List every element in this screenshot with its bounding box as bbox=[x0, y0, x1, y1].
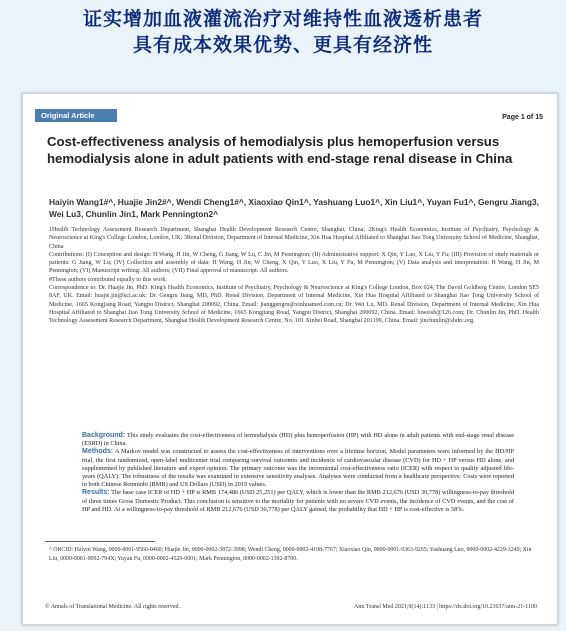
abstract-results bbox=[82, 489, 514, 514]
affiliations-block bbox=[49, 226, 539, 326]
chinese-headline bbox=[0, 6, 566, 58]
page-footer bbox=[45, 604, 537, 610]
article-type-tag: Original Article bbox=[35, 109, 117, 122]
methods-heading: Methods: bbox=[82, 448, 114, 456]
equal-contribution-note: #These authors contributed equally to this work. bbox=[49, 276, 167, 283]
abstract bbox=[82, 432, 514, 514]
affiliations: 1Health Technology Assessment Research Department, Shanghai Health Development Research Centre, Shanghai, China; 2King's Health Economics, Institute of Psychiatry, Psychology & Neuroscience at King's College London, London, UK; 3Renal Division, Department of Internal Medicine, Xin Hua Hospital Affiliated to Shanghai Jiao Tong University School of Medicine, Shanghai, China bbox=[49, 227, 539, 250]
methods-text: A Markov model was constructed to assess the cost-effectiveness of interventions over a lifetime horizon. Model parameters were informed by the HD/HP trial, the first randomized, open-label multicenter trial comparing survival outcomes and incidence of cardiovascular disease (CVD) for HD + HP versus HD alone, and supplemented by published literature and expert opinion. The primary outcome was the incremental cost-effectiveness ratio (ICER) with respect to quality adjusted life-years (QALY). The robustness of the results was examined in extensive sensitivity analyses. Analyses were conducted from a healthcare perspective. Costs were reported in both Chinese Renminbi (RMB) and US Dollars (USD) in 2019 values. bbox=[82, 448, 515, 489]
footnote-divider bbox=[45, 541, 155, 542]
results-text: The base case ICER of HD + HP is RMB 174,486 (USD 25,251) per QALY, which is lower than the RMB 212,676 (USD 30,778) willingness-to-pay threshold of three times Gross Domestic Product. This conclusion is sensitive to the mortality for patients with no severe CVD events, the incidence of CVD events, and the cost of HP and HD. At a willingness-to-pay threshold of RMB 212,676 (USD 30,778) per QALY gained, the probability that HD + HP is cost-effective is 58%. bbox=[82, 489, 514, 513]
background-heading: Background: bbox=[82, 432, 126, 439]
paper-page bbox=[22, 93, 558, 625]
copyright: © Annals of Translational Medicine. All rights reserved. bbox=[45, 604, 181, 610]
headline-line-2: 具有成本效果优势、更具有经济性 bbox=[132, 34, 433, 56]
paper-title: Cost-effectiveness analysis of hemodialysis plus hemoperfusion versus hemodialysis alone in adult patients with end-stage renal disease in China bbox=[47, 134, 513, 166]
correspondence: Correspondence to: Dr. Huajie Jin, PhD. King's Health Economics, Institute of Psychiatry, Psychology & Neuroscience at King's College London, Box 024, The David Goldberg Centre, London SE5 8AF, UK. Email: huajie.jin@kcl.ac.uk; Dr. Gengru Jiang, MD, PhD. Renal Division, Department of Internal Medicine, Xin Hua Hospital Affiliated to Shanghai Jiao Tong University School of Medicine, 1665 Kongjiang Road, Yangpu District, Shanghai 200092, China. Email: jianggengru@xinhuamed.com.cn; Dr. Wei Lu, MD. Renal Division, Department of Internal Medicine, Xin Hua Hospital Affiliated to Shanghai Jiao Tong University School of Medicine, 1665 Kongjiang Road, Yangpu District, Shanghai 200092, China. Email: luweish@126.com; Dr. Chunlin Jin, PhD. Health Technology Assessment Research Department, Shanghai Health Development Research Centre, No. 181 Xinbei Road, Shanghai 201199, China. Email: jinchunlin@shdrc.org. bbox=[49, 285, 539, 325]
contributions: Contributions: (I) Conception and design: H Wang, H Jin, W Cheng, G Jiang, W Lu, C Jin, M Pennington; (II) Administrative support: X Qin, Y Luo, X Liu, Y Fu; (III) Provision of study materials or patients: G Jiang, W Lu; (IV) Collection and assembly of data: H Wang, H Jin, W Cheng, X Qin, Y Luo, X Liu, Y Fu, M Pennington; (V) Data analysis and interpretation: H Wang, H Jin, M Pennington; (VI) Manuscript writing: All authors; (VII) Final approval of manuscript: All authors. bbox=[49, 251, 539, 275]
orcid-footnote: ^ ORCID: Haiyin Wang, 0000-0001-9560-0460; Huajie Jin, 0000-0002-3872-3998; Wendi Cheng, 0000-0002-4198-7767; Xiaoxiao Qin, 0000-0001-9363-9265; Yashuang Luo, 0000-0002-4229-3249; Xin Liu, 0000-0001-9092-794X; Yuyan Fu, 0000-0002-4520-0001; Mark Pennington, 0000-0002-1392-8700. bbox=[49, 547, 532, 562]
author-list: Haiyin Wang1#^, Huajie Jin2#^, Wendi Cheng1#^, Xiaoxiao Qin1^, Yashuang Luo1^, Xin Liu1^, Yuyan Fu1^, Gengru Jiang3, Wei Lu3, Chunlin Jin1, Mark Pennington2^ bbox=[49, 197, 540, 219]
abstract-methods bbox=[82, 448, 514, 489]
results-heading: Results: bbox=[82, 489, 110, 497]
citation: Ann Transl Med 2021;9(14):1133 | https://dx.doi.org/10.21037/atm-21-1100 bbox=[354, 604, 537, 610]
headline-line-1: 证实增加血液灌流治疗对维持性血液透析患者 bbox=[82, 8, 483, 30]
background-text: This study evaluates the cost-effectiveness of hemodialysis (HD) plus hemoperfusion (HP) with HD alone in adult patients with end-stage renal disease (ESRD) in China. bbox=[82, 432, 514, 448]
page-number: Page 1 of 15 bbox=[502, 114, 543, 121]
abstract-background bbox=[82, 432, 514, 448]
